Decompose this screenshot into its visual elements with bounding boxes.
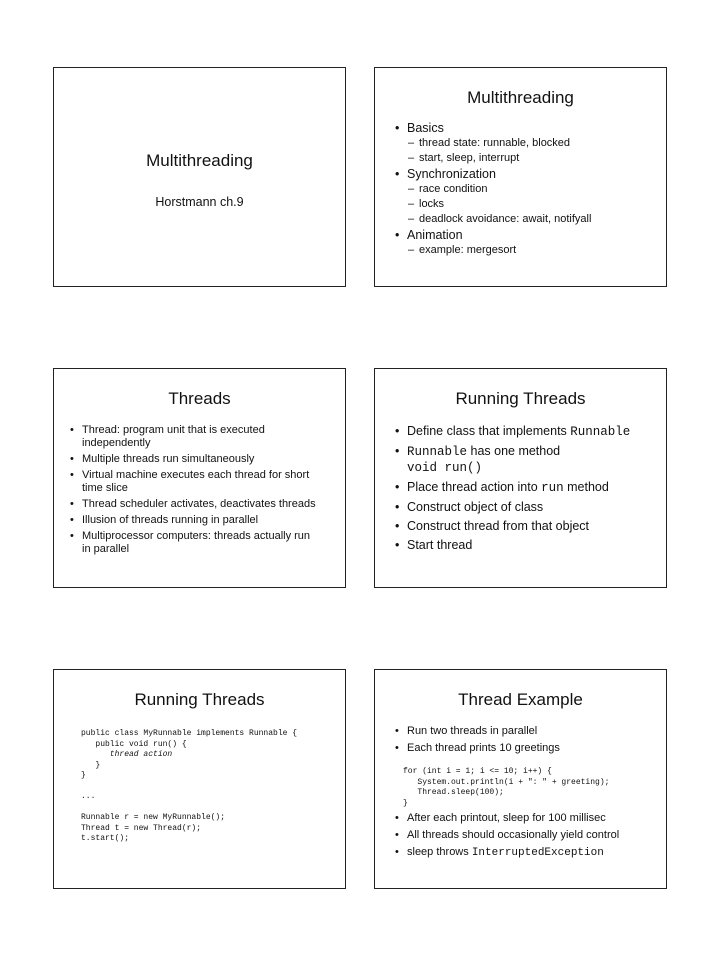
sub-bullet: – thread state: runnable, blocked <box>406 136 660 151</box>
slide-2 <box>374 67 667 287</box>
slide-1-title: Multithreading <box>146 151 253 170</box>
list-item: • Construct thread from that object <box>393 519 662 534</box>
code-line: t.start(); <box>81 834 130 843</box>
slide-5 <box>53 669 346 889</box>
sub-bullet: – start, sleep, interrupt <box>406 151 660 166</box>
sub-bullet: – locks <box>406 197 660 212</box>
code-thread-action: thread action <box>81 750 173 759</box>
code-line: } <box>81 771 86 780</box>
list-item: • Run two threads in parallel <box>393 725 662 738</box>
code-block <box>81 729 297 845</box>
slide-4-title: Running Threads <box>455 389 586 408</box>
slide-3 <box>53 368 346 588</box>
code-line: } <box>403 798 408 808</box>
code-runnable: Runnable <box>570 425 631 439</box>
list-item: • Illusion of threads running in parallel <box>68 514 319 527</box>
bullet-text: Place thread action into <box>407 480 542 494</box>
list-item: • Thread scheduler activates, deactivates threads <box>68 498 319 511</box>
bullet-text: has one method <box>467 444 561 458</box>
code-line <box>81 782 297 793</box>
sub-bullet: – example: mergesort <box>406 243 660 258</box>
code-interrupted-exception: InterruptedException <box>471 847 604 859</box>
slide-2-bullets <box>393 121 660 258</box>
bullet-text: method <box>563 480 609 494</box>
slide-2-title: Multithreading <box>467 88 574 107</box>
list-item: • After each printout, sleep for 100 millisec <box>393 812 662 825</box>
code-line: Thread.sleep(100); <box>403 788 504 797</box>
sub-bullet: – deadlock avoidance: await, notifyall <box>406 212 660 227</box>
slide-1-subtitle: Horstmann ch.9 <box>155 195 244 209</box>
list-item <box>393 444 662 476</box>
code-line: public class MyRunnable implements Runnable { <box>81 729 298 738</box>
slide-6-title: Thread Example <box>458 690 583 709</box>
slide-6-bullets-bottom <box>393 812 662 860</box>
code-line: } <box>81 760 101 770</box>
list-item: • Construct object of class <box>393 500 662 515</box>
code-line: public void run() { <box>81 739 187 749</box>
list-item: • Start thread <box>393 538 662 553</box>
list-item: • Multiprocessor computers: threads actually run in parallel <box>68 530 319 556</box>
list-item: • Thread: program unit that is executed independently <box>68 424 319 450</box>
code-line: for (int i = 1; i <= 10; i++) { <box>403 767 552 776</box>
code-line: System.out.println(i + ": " + greeting); <box>403 777 610 787</box>
slide-6 <box>374 669 667 889</box>
slide-3-bullets <box>68 424 319 556</box>
bullet-basics: • Basics <box>393 121 660 136</box>
slide-1 <box>53 67 346 287</box>
slide-6-bullets-top <box>393 725 662 755</box>
code-line <box>81 750 297 761</box>
code-line: Runnable r = new MyRunnable(); <box>81 813 226 822</box>
slide-5-title: Running Threads <box>134 690 265 709</box>
code-runnable: Runnable <box>407 445 468 459</box>
slide-3-title: Threads <box>168 389 231 408</box>
code-line: Thread t = new Thread(r); <box>81 823 202 833</box>
sub-bullet: – race condition <box>406 182 660 197</box>
bullet-text: Define class that implements <box>407 424 571 438</box>
bullet-synchronization: • Synchronization <box>393 167 660 182</box>
code-block <box>403 767 609 809</box>
slide-4-bullets <box>393 424 662 553</box>
code-line: ... <box>81 792 96 801</box>
list-item: • Virtual machine executes each thread for short time slice <box>68 469 319 495</box>
code-run: run <box>541 481 564 495</box>
list-item <box>393 480 662 496</box>
list-item <box>393 846 662 860</box>
code-void-run: void run() <box>407 461 483 475</box>
list-item: • Multiple threads run simultaneously <box>68 453 319 466</box>
bullet-text: sleep throws <box>407 846 472 858</box>
list-item: • Each thread prints 10 greetings <box>393 742 662 755</box>
list-item: • All threads should occasionally yield control <box>393 829 662 842</box>
slide-4 <box>374 368 667 588</box>
list-item <box>393 424 662 440</box>
code-line <box>81 803 297 814</box>
bullet-animation: • Animation <box>393 228 660 243</box>
